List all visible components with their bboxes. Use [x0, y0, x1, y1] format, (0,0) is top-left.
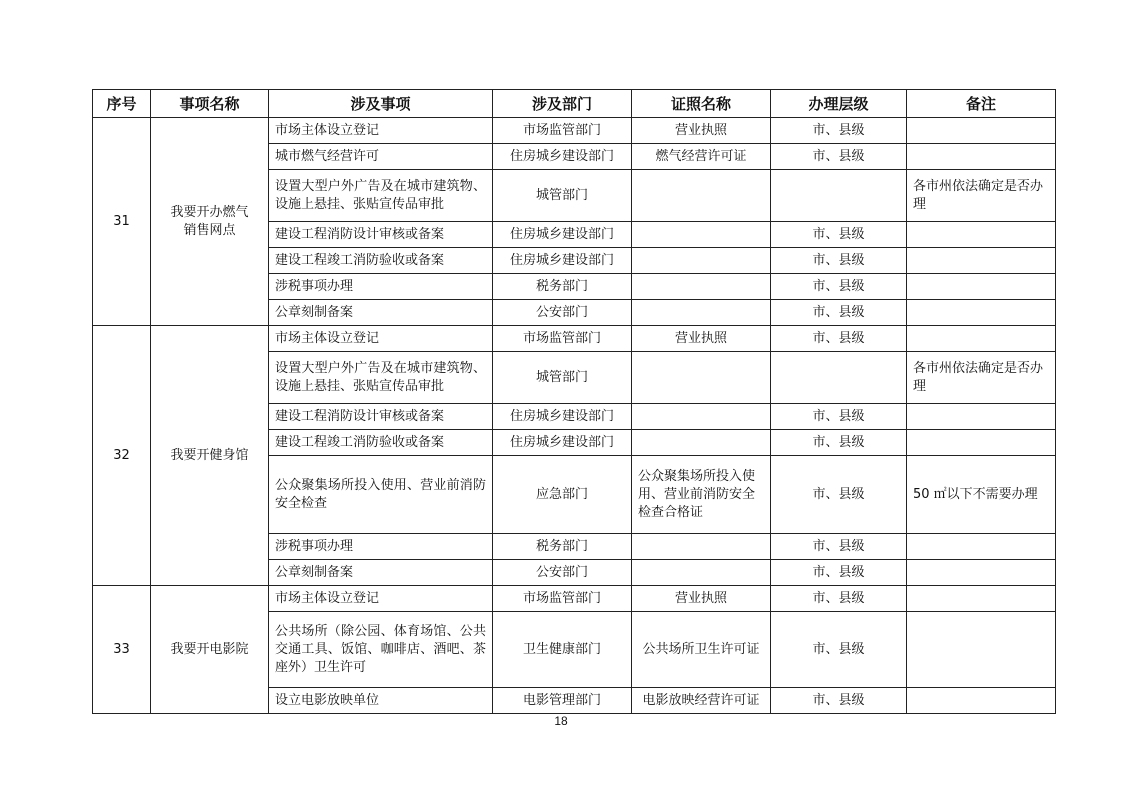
department: 市场监管部门	[493, 326, 632, 352]
handling-level: 市、县级	[771, 560, 907, 586]
handling-level: 市、县级	[771, 456, 907, 534]
remarks: 各市州依法确定是否办理	[907, 352, 1056, 404]
handling-level: 市、县级	[771, 248, 907, 274]
department: 住房城乡建设部门	[493, 430, 632, 456]
handling-level: 市、县级	[771, 430, 907, 456]
department: 公安部门	[493, 300, 632, 326]
header-related-item: 涉及事项	[269, 90, 493, 118]
handling-level: 市、县级	[771, 118, 907, 144]
remarks	[907, 586, 1056, 612]
related-item: 城市燃气经营许可	[269, 144, 493, 170]
header-department: 涉及部门	[493, 90, 632, 118]
header-remarks: 备注	[907, 90, 1056, 118]
header-matter-name: 事项名称	[151, 90, 269, 118]
related-item: 公章刻制备案	[269, 300, 493, 326]
remarks	[907, 326, 1056, 352]
handling-level: 市、县级	[771, 300, 907, 326]
license-name	[632, 430, 771, 456]
department: 住房城乡建设部门	[493, 404, 632, 430]
related-item: 市场主体设立登记	[269, 118, 493, 144]
department: 公安部门	[493, 560, 632, 586]
remarks	[907, 118, 1056, 144]
department: 税务部门	[493, 274, 632, 300]
header-serial: 序号	[93, 90, 151, 118]
license-name	[632, 534, 771, 560]
department: 市场监管部门	[493, 118, 632, 144]
serial-number: 31	[93, 118, 151, 326]
header-level: 办理层级	[771, 90, 907, 118]
handling-level: 市、县级	[771, 612, 907, 688]
header-row	[93, 90, 1056, 118]
related-item: 建设工程竣工消防验收或备案	[269, 430, 493, 456]
related-item: 建设工程竣工消防验收或备案	[269, 248, 493, 274]
handling-level: 市、县级	[771, 274, 907, 300]
license-name: 营业执照	[632, 118, 771, 144]
license-name	[632, 560, 771, 586]
department: 城管部门	[493, 170, 632, 222]
related-item: 设置大型户外广告及在城市建筑物、设施上悬挂、张贴宣传品审批	[269, 170, 493, 222]
remarks: 50 ㎡以下不需要办理	[907, 456, 1056, 534]
department: 住房城乡建设部门	[493, 248, 632, 274]
matter-name: 我要开办燃气销售网点	[151, 118, 269, 326]
table-row	[93, 118, 1056, 144]
license-name	[632, 300, 771, 326]
header-license: 证照名称	[632, 90, 771, 118]
handling-level: 市、县级	[771, 404, 907, 430]
handling-level: 市、县级	[771, 144, 907, 170]
license-name: 公共场所卫生许可证	[632, 612, 771, 688]
department: 住房城乡建设部门	[493, 144, 632, 170]
remarks	[907, 534, 1056, 560]
related-item: 设置大型户外广告及在城市建筑物、设施上悬挂、张贴宣传品审批	[269, 352, 493, 404]
table-row	[93, 586, 1056, 612]
remarks	[907, 248, 1056, 274]
handling-level: 市、县级	[771, 586, 907, 612]
related-item: 建设工程消防设计审核或备案	[269, 222, 493, 248]
remarks: 各市州依法确定是否办理	[907, 170, 1056, 222]
handling-level: 市、县级	[771, 326, 907, 352]
handling-level	[771, 352, 907, 404]
related-item: 公众聚集场所投入使用、营业前消防安全检查	[269, 456, 493, 534]
remarks	[907, 404, 1056, 430]
related-item: 涉税事项办理	[269, 274, 493, 300]
related-item: 公共场所（除公园、体育场馆、公共交通工具、饭馆、咖啡店、酒吧、茶座外）卫生许可	[269, 612, 493, 688]
license-name	[632, 404, 771, 430]
license-name	[632, 170, 771, 222]
handling-level: 市、县级	[771, 688, 907, 714]
remarks	[907, 612, 1056, 688]
handling-level: 市、县级	[771, 534, 907, 560]
service-matters-table	[92, 89, 1056, 714]
remarks	[907, 144, 1056, 170]
related-item: 涉税事项办理	[269, 534, 493, 560]
serial-number: 33	[93, 586, 151, 714]
license-name	[632, 274, 771, 300]
handling-level	[771, 170, 907, 222]
remarks	[907, 274, 1056, 300]
department: 市场监管部门	[493, 586, 632, 612]
table-row	[93, 326, 1056, 352]
related-item: 市场主体设立登记	[269, 326, 493, 352]
page-number: 18	[554, 714, 568, 728]
remarks	[907, 222, 1056, 248]
remarks	[907, 688, 1056, 714]
matter-name: 我要开电影院	[151, 586, 269, 714]
license-name	[632, 248, 771, 274]
department: 税务部门	[493, 534, 632, 560]
department: 应急部门	[493, 456, 632, 534]
department: 电影管理部门	[493, 688, 632, 714]
license-name: 公众聚集场所投入使用、营业前消防安全检查合格证	[632, 456, 771, 534]
department: 住房城乡建设部门	[493, 222, 632, 248]
license-name: 燃气经营许可证	[632, 144, 771, 170]
related-item: 设立电影放映单位	[269, 688, 493, 714]
license-name	[632, 352, 771, 404]
remarks	[907, 430, 1056, 456]
matter-name: 我要开健身馆	[151, 326, 269, 586]
serial-number: 32	[93, 326, 151, 586]
related-item: 建设工程消防设计审核或备案	[269, 404, 493, 430]
license-name: 营业执照	[632, 326, 771, 352]
remarks	[907, 560, 1056, 586]
license-name: 营业执照	[632, 586, 771, 612]
license-name	[632, 222, 771, 248]
department: 卫生健康部门	[493, 612, 632, 688]
license-name: 电影放映经营许可证	[632, 688, 771, 714]
remarks	[907, 300, 1056, 326]
related-item: 公章刻制备案	[269, 560, 493, 586]
related-item: 市场主体设立登记	[269, 586, 493, 612]
handling-level: 市、县级	[771, 222, 907, 248]
department: 城管部门	[493, 352, 632, 404]
